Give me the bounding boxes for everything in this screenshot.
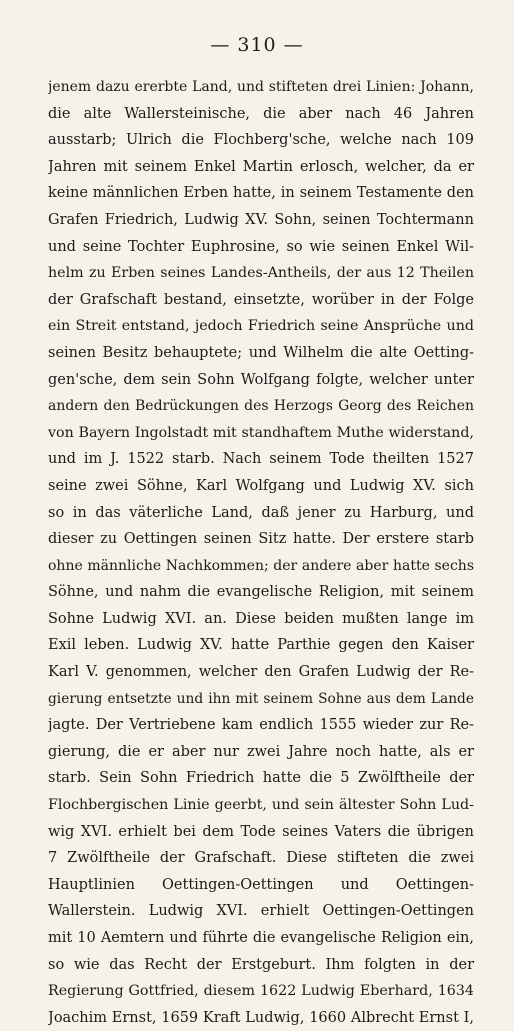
text-line: Sohne Ludwig XVI. an. Diese beiden mußten lange im — [48, 610, 474, 627]
text-line: wig XVI. erhielt bei dem Tode seines Vaters die übrigen — [48, 823, 474, 840]
text-line: Wallerstein. Ludwig XVI. erhielt Oettingen-Oettingen — [48, 903, 474, 920]
text-line: Hauptlinien Oettingen-Oettingen und Oettingen- — [48, 876, 474, 893]
text-line: Söhne, und nahm die evangelische Religion, mit seinem — [48, 584, 474, 601]
text-line: seinen Besitz behauptete; und Wilhelm die alte Oetting- — [48, 344, 474, 361]
text-line: und seine Tochter Euphrosine, so wie seinen Enkel Wil- — [48, 238, 474, 255]
text-line: gierung entsetzte und ihn mit seinem Sohne aus dem Lande — [48, 690, 474, 707]
text-line: ohne männliche Nachkommen; der andere aber hatte sechs — [48, 557, 474, 574]
text-line: und im J. 1522 starb. Nach seinem Tode theilten 1527 — [48, 451, 474, 468]
text-line: andern den Bedrückungen des Herzogs Georg des Reichen — [48, 398, 474, 415]
text-line: seine zwei Söhne, Karl Wolfgang und Ludwig XV. sich — [48, 477, 474, 494]
text-line: Grafen Friedrich, Ludwig XV. Sohn, seinen Tochtermann — [48, 211, 474, 228]
text-line: Exil leben. Ludwig XV. hatte Parthie gegen den Kaiser — [48, 637, 474, 654]
text-line: Regierung Gottfried, diesem 1622 Ludwig Eberhard, 1634 — [48, 983, 474, 1000]
text-line: Karl V. genommen, welcher den Grafen Ludwig der Re- — [48, 664, 474, 681]
text-line: von Bayern Ingolstadt mit standhaftem Muthe widerstand, — [48, 424, 474, 441]
text-line: dieser zu Oettingen seinen Sitz hatte. Der erstere starb — [48, 531, 474, 548]
text-line: so in das väterliche Land, daß jener zu Harburg, und — [48, 504, 474, 521]
text-line: Joachim Ernst, 1659 Kraft Ludwig, 1660 Albrecht Ernst I, — [48, 1009, 474, 1026]
text-line: der Grafschaft bestand, einsetzte, worüber in der Folge — [48, 291, 474, 308]
text-line: mit 10 Aemtern und führte die evangelische Religion ein, — [48, 930, 474, 946]
page-number-header: — 310 — — [210, 34, 304, 56]
text-line: jagte. Der Vertriebene kam endlich 1555 wieder zur Re- — [48, 717, 474, 734]
text-line: gen'sche, dem sein Sohn Wolfgang folgte, welcher unter — [48, 371, 474, 388]
text-line: ein Streit entstand, jedoch Friedrich seine Ansprüche und — [48, 318, 474, 335]
text-line: ausstarb; Ulrich die Flochberg'sche, welche nach 109 — [48, 132, 474, 149]
text-line: Flochbergischen Linie geerbt, und sein ältester Sohn Lud- — [48, 797, 474, 814]
text-line: jenem dazu ererbte Land, und stifteten drei Linien: Johann, — [48, 79, 474, 95]
text-line: gierung, die er aber nur zwei Jahre noch hatte, als er — [48, 743, 474, 760]
text-line: 7 Zwölftheile der Grafschaft. Diese stifteten die zwei — [48, 850, 474, 867]
text-line: die alte Wallersteinische, die aber nach 46 Jahren — [48, 105, 474, 122]
text-line: so wie das Recht der Erstgeburt. Ihm folgten in der — [48, 956, 474, 973]
body-text — [48, 74, 474, 1031]
text-line: helm zu Erben seines Landes-Antheils, der aus 12 Theilen — [48, 265, 474, 282]
text-line: starb. Sein Sohn Friedrich hatte die 5 Zwölftheile der — [48, 770, 474, 787]
text-line: keine männlichen Erben hatte, in seinem Testamente den — [48, 185, 474, 202]
text-line: Jahren mit seinem Enkel Martin erlosch, welcher, da er — [48, 158, 474, 175]
